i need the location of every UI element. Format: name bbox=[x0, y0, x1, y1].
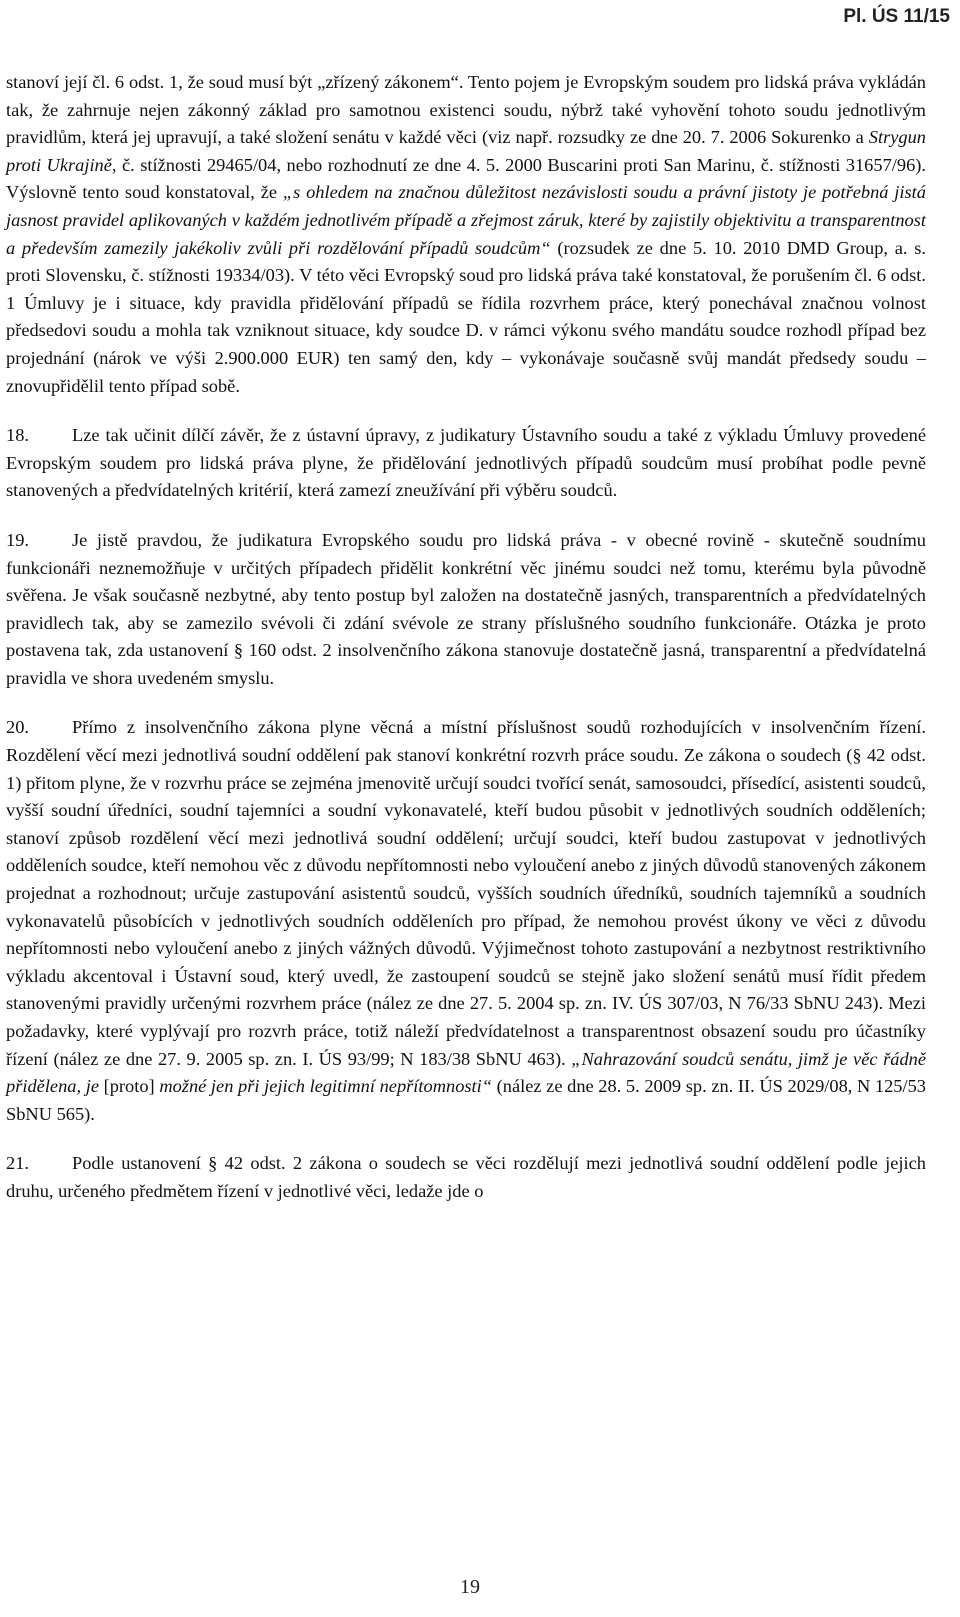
italic-case-name: Strygun proti Ukrajině bbox=[6, 127, 926, 175]
paragraph-text: Je jistě pravdou, že judikatura Evropského soudu pro lidská práva - v obecné rovině - skutečně soudnímu funkcionáři neznemožňuje v určitých případech přidělit konkrétní věc jinému soudci než tomu, kterému byla původně svěřena. Je však současně nezbytné, aby tento postup byl založen na dostatečně jasných, transparentních a předvídatelných pravidlech tak, aby se zamezilo svévoli či zdání svévole ze strany příslušného soudního funkcionáře. Otázka je proto postavena tak, zda ustanovení § 160 odst. 2 insolvenčního zákona stanovuje dostatečně jasná, transparentní a předvídatelná pravidla ve shora uvedeném smyslu. bbox=[6, 529, 926, 688]
paragraph-text: Podle ustanovení § 42 odst. 2 zákona o soudech se věci rozdělují mezi jednotlivá soudní oddělení podle jejich druhu, určeného předmětem řízení v jednotlivé věci, ledaže jde o bbox=[6, 1153, 926, 1201]
text-run: Přímo z insolvenčního zákona plyne věcná a místní příslušnost soudů rozhodujících v insolvenčním řízení. Rozdělení věcí mezi jednotlivá soudní oddělení pak stanoví konkrétní rozvrh práce soudu. Ze zákona o soudech (§ 42 odst. 1) přitom plyne, že v rozvrhu práce se zejména jmenovitě určují soudci tvořící senát, samosoudci, přísedící, asistenti soudců, vyšší soudní úředníci, soudní tajemníci a soudní vykonavatelé, kteří budou působit v jednotlivých soudních odděleních; stanoví způsob rozdělení věcí mezi jednotlivá soudní oddělení; určují soudci, kteří budou zastupovat v jednotlivých odděleních soudce, kteří nemohou věc z důvodu nepřítomnosti nebo vyloučení anebo z jiných důvodů stanovených zákonem projednat a rozhodnout; určuje zastupování asistentů soudců, vyšších soudních úředníků, soudních tajemníků a soudních vykonavatelů působících v jednotlivých soudních odděleních pro případ, že nemohou provést úkony ve věci z důvodu nepřítomnosti nebo vyloučení anebo z jiných vážných důvodů. Výjimečnost tohoto zastupování a nezbytnost restriktivního výkladu akcentoval i Ústavní soud, který uvedl, že zastoupení soudců se stejně jako složení senátů musí řídit předem stanovenými pravidly určenými rozvrhem práce (nález ze dne 27. 5. 2004 sp. zn. IV. ÚS 307/03, N 76/33 SbNU 243). Mezi požadavky, které vyplývají pro rozvrh práce, totiž náleží předvídatelnost a transparentnost obsazení soudu pro účastníky řízení (nález ze dne 27. 9. 2005 sp. zn. I. ÚS 93/99; N 183/38 SbNU 463). bbox=[6, 717, 926, 1069]
paragraph-number: 20. bbox=[6, 717, 29, 738]
text-run: [proto] bbox=[98, 1076, 160, 1097]
case-reference: Pl. ÚS 11/15 bbox=[843, 6, 950, 27]
text-run: stanoví její čl. 6 odst. 1, že soud musí být „zřízený zákonem“. Tento pojem je Evropským soudem pro lidská práva vykládán tak, že zahrnuje nejen zákonný základ pro samotnou existenci soudu, nýbrž také vyhovění tohoto soudu jednotlivým pravidlům, která jej upravují, a také složení senátu v každé věci (viz např. rozsudky ze dne 20. 7. 2006 Sokurenko a bbox=[6, 72, 926, 148]
page-number: 19 bbox=[460, 1576, 480, 1598]
document-body bbox=[6, 69, 926, 1228]
italic-quotation: možné jen při jejich legitimní nepřítomnosti“ bbox=[159, 1076, 492, 1097]
paragraph-20 bbox=[6, 714, 926, 1128]
italic-quotation: „Nahrazování soudců senátu, jimž je věc řádně přidělena, je bbox=[6, 1048, 926, 1097]
paragraph-number: 18. bbox=[6, 425, 29, 446]
text-run: , č. stížnosti 29465/04, nebo rozhodnutí ze dne 4. 5. 2000 Buscarini proti San Marinu, č. stížnosti 31657/96). Výslovně tento soud konstatoval, že bbox=[6, 154, 926, 203]
paragraph-text: Lze tak učinit dílčí závěr, že z ústavní úpravy, z judikatury Ústavního soudu a také z výkladu Úmluvy provedené Evropským soudem pro lidská práva plyne, že přidělování jednotlivých případů soudcům musí probíhat podle pevně stanovených a předvídatelných kritérií, která zamezí zneužívání při výběru soudců. bbox=[6, 425, 926, 501]
paragraph-number: 21. bbox=[6, 1153, 29, 1174]
paragraph-18 bbox=[6, 422, 926, 505]
italic-quotation: „s ohledem na značnou důležitost nezávislosti soudu a právní jistoty je potřebná jistá jasnost pravidel aplikovaných v každém jednotlivém případě a zřejmost záruk, které by zajistily objektivitu a transparentnost a především zamezily jakékoliv zvůli při rozdělování případů soudcům“ bbox=[6, 182, 926, 258]
paragraph-17-continuation bbox=[6, 69, 926, 400]
paragraph-19 bbox=[6, 527, 926, 693]
text-run: (nález ze dne 28. 5. 2009 sp. zn. II. ÚS 2029/08, N 125/53 SbNU 565). bbox=[6, 1076, 927, 1124]
text-run: (rozsudek ze dne 5. 10. 2010 DMD Group, a. s. proti Slovensku, č. stížnosti 19334/03). V této věci Evropský soud pro lidská práva také konstatoval, že porušením čl. 6 odst. 1 Úmluvy je i situace, kdy pravidla přidělování případů se řídila rozvrhem práce, který ponechával značnou volnost předsedovi soudu a mohla tak vzniknout situace, kdy soudce D. v rámci výkonu svého mandátu soudce rozhodl případ bez projednání (nárok ve výši 2.900.000 EUR) ten samý den, kdy – vykonávaje současně svůj mandát předsedy soudu – znovupřidělil tento případ sobě. bbox=[6, 237, 927, 396]
paragraph-number: 19. bbox=[6, 529, 29, 550]
paragraph-21 bbox=[6, 1150, 926, 1205]
